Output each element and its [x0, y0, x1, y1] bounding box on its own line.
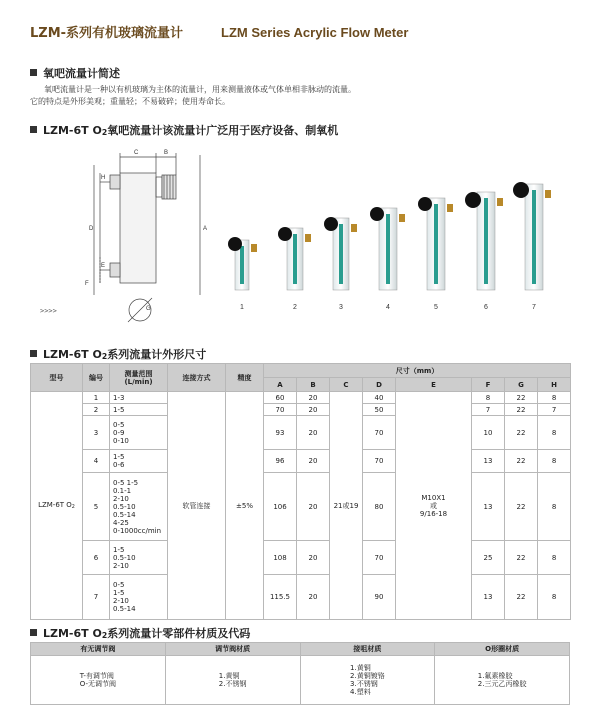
dim-label-c: C: [134, 150, 139, 156]
meter-number-2: 2: [293, 304, 297, 311]
page-title: [30, 22, 408, 41]
dim-b-cell: 20: [297, 404, 330, 416]
header-valve: 有无调节阀: [31, 643, 166, 656]
header-accuracy: 精度: [226, 364, 264, 392]
dim-a-cell: 108: [264, 541, 297, 575]
table-row: [31, 450, 571, 473]
dim-b-cell: 20: [297, 450, 330, 473]
section3-sub: 2: [101, 352, 108, 361]
dim-f-cell: 13: [472, 575, 505, 620]
nozzle-material-cell: [300, 656, 435, 705]
section4-heading: [30, 625, 250, 641]
section3-pre: LZM-6T O: [43, 348, 102, 361]
meter-number-7: 7: [532, 304, 536, 311]
dim-g-cell: 22: [505, 541, 538, 575]
section2-pre: LZM-6T O: [43, 124, 102, 137]
dim-a-cell: 115.5: [264, 575, 297, 620]
dim-label-f: F: [85, 281, 89, 287]
title-cn: LZM-系列有机玻璃流量计: [30, 26, 184, 41]
header-dim-f: F: [472, 378, 505, 392]
header-oring-material: O形圈材质: [435, 643, 570, 656]
section2-heading: [30, 122, 338, 138]
dim-f-cell: 13: [472, 473, 505, 541]
header-number: 编号: [83, 364, 110, 392]
dim-f-cell: 25: [472, 541, 505, 575]
section3-heading: [30, 346, 206, 362]
range-cell: 1-5 0.5-10 2-10: [110, 541, 168, 575]
section4-pre: LZM-6T O: [43, 627, 102, 640]
dim-b-cell: 20: [297, 473, 330, 541]
spec-table: [30, 363, 571, 620]
flow-meter-3: [324, 217, 357, 290]
dim-a-cell: 60: [264, 392, 297, 404]
table-row: [31, 541, 571, 575]
dim-h-cell: 8: [538, 392, 571, 404]
header-size: 尺寸（mm）: [264, 364, 571, 378]
dim-f-cell: 13: [472, 450, 505, 473]
dim-f-cell: 7: [472, 404, 505, 416]
accuracy-cell: ±5%: [226, 392, 264, 620]
number-cell: 5: [83, 473, 110, 541]
dim-g-cell: 22: [505, 473, 538, 541]
dim-label-g: G: [146, 306, 151, 312]
dim-c-cell: 21或19: [330, 392, 363, 620]
dim-g-cell: 22: [505, 450, 538, 473]
meter-number-3: 3: [339, 304, 343, 311]
flow-meter-4: [370, 207, 405, 290]
connection-cell: 软管连接: [168, 392, 226, 620]
drawing-arrows: >>>>: [40, 307, 57, 315]
header-nozzle-material: 接咀材质: [300, 643, 435, 656]
section2-post: 氧吧流量计该流量计广泛用于医疗设备、制氧机: [107, 124, 339, 137]
number-cell: 1: [83, 392, 110, 404]
model-cell: LZM-6T $O_2$: [31, 392, 83, 620]
bullet-square-icon: [30, 629, 37, 636]
table-row: [31, 416, 571, 450]
material-text: 1.黄铜 2.不锈钢: [218, 672, 247, 688]
dim-b-cell: 20: [297, 392, 330, 404]
dim-a-cell: 106: [264, 473, 297, 541]
intro-text: [30, 84, 570, 108]
dim-label-h: H: [101, 175, 106, 181]
flow-meter-1: [228, 237, 257, 290]
dim-h-cell: 8: [538, 450, 571, 473]
header-dim-c: C: [330, 378, 363, 392]
dim-g-cell: 22: [505, 404, 538, 416]
dim-a-cell: 70: [264, 404, 297, 416]
section3-post: 系列流量计外形尺寸: [107, 348, 207, 361]
dim-g-cell: 22: [505, 392, 538, 404]
flow-meter-6: [465, 192, 503, 290]
valve-material-cell: [165, 656, 300, 705]
dim-e-cell: M10X1 或 9/16-18: [396, 392, 472, 620]
dim-b-cell: 20: [297, 541, 330, 575]
flow-meter-2: [278, 227, 311, 290]
section4-sub: 2: [101, 631, 108, 640]
dim-f-cell: 8: [472, 392, 505, 404]
dim-g-cell: 22: [505, 416, 538, 450]
flow-meter-5: [418, 197, 453, 290]
range-cell: 0-5 0-9 0-10: [110, 416, 168, 450]
dim-h-cell: 8: [538, 473, 571, 541]
section2-sub: 2: [101, 128, 108, 137]
dim-h-cell: 8: [538, 575, 571, 620]
header-dim-g: G: [505, 378, 538, 392]
meter-number-1: 1: [240, 304, 244, 311]
header-valve-material: 调节阀材质: [165, 643, 300, 656]
bullet-square-icon: [30, 69, 37, 76]
header-dim-d: D: [363, 378, 396, 392]
dim-label-e: E: [101, 263, 106, 269]
dim-d-cell: 50: [363, 404, 396, 416]
dim-h-cell: 7: [538, 404, 571, 416]
bullet-square-icon: [30, 350, 37, 357]
dim-label-b: B: [164, 150, 169, 156]
table-row: [31, 473, 571, 541]
dim-d-cell: 40: [363, 392, 396, 404]
intro-line-1: 氧吧流量计是一种以有机玻璃为主体的流量计，用来测量液体或气体单相非脉动的流量。: [44, 85, 356, 94]
range-cell: 0-5 1-5 2-10 0.5-14: [110, 575, 168, 620]
meter-number-6: 6: [484, 304, 488, 311]
dim-a-cell: 93: [264, 416, 297, 450]
range-cell: 1-5: [110, 404, 168, 416]
material-text: 1.黄铜 2.黄铜镀铬 3.不锈钢 4.塑料: [350, 664, 385, 696]
dim-a-cell: 96: [264, 450, 297, 473]
number-cell: 2: [83, 404, 110, 416]
title-en: LZM Series Acrylic Flow Meter: [221, 25, 409, 40]
valve-codes-cell: [31, 656, 166, 705]
dim-h-cell: 8: [538, 416, 571, 450]
table-row: [31, 392, 571, 404]
dim-b-cell: 20: [297, 416, 330, 450]
dimension-drawing: [60, 145, 240, 330]
dim-f-cell: 10: [472, 416, 505, 450]
intro-heading-text: 氧吧流量计简述: [43, 67, 120, 80]
material-table: [30, 642, 570, 705]
dim-b-cell: 20: [297, 575, 330, 620]
header-dim-e: E: [396, 378, 472, 392]
header-dim-b: B: [297, 378, 330, 392]
intro-line-2: 它的特点是外形美观；重量轻；不易破碎；使用寿命长。: [30, 97, 230, 106]
number-cell: 4: [83, 450, 110, 473]
dim-h-cell: 8: [538, 541, 571, 575]
header-range: 测量范围 (L/min): [110, 364, 168, 392]
dim-d-cell: 70: [363, 541, 396, 575]
bullet-square-icon: [30, 126, 37, 133]
dim-d-cell: 70: [363, 416, 396, 450]
range-cell: 0-5 1-5 0.1-1 2-10 0.5-10 0.5-14 4-25 0-1000cc/min: [110, 473, 168, 541]
intro-heading: [30, 65, 120, 81]
dim-label-d: D: [89, 226, 94, 232]
header-connection: 连接方式: [168, 364, 226, 392]
range-cell: 1-3: [110, 392, 168, 404]
meter-number-5: 5: [434, 304, 438, 311]
dim-label-a: A: [203, 226, 208, 232]
meter-number-4: 4: [386, 304, 390, 311]
flow-meter-7: [513, 182, 551, 290]
dim-d-cell: 70: [363, 450, 396, 473]
material-text: 1.氟素橡胶 2.三元乙丙橡胶: [477, 672, 527, 688]
oring-material-cell: [435, 656, 570, 705]
header-dim-h: H: [538, 378, 571, 392]
number-cell: 6: [83, 541, 110, 575]
number-cell: 7: [83, 575, 110, 620]
table-row: [31, 404, 571, 416]
dim-d-cell: 80: [363, 473, 396, 541]
header-dim-a: A: [264, 378, 297, 392]
section4-post: 系列流量计零部件材质及代码: [107, 627, 251, 640]
dim-g-cell: 22: [505, 575, 538, 620]
dim-d-cell: 90: [363, 575, 396, 620]
flow-meters-illustration: [215, 178, 575, 318]
range-cell: 1-5 0-6: [110, 450, 168, 473]
header-model: 型号: [31, 364, 83, 392]
material-text: T-有调节阀 O-无调节阀: [79, 672, 116, 688]
table-row: [31, 575, 571, 620]
number-cell: 3: [83, 416, 110, 450]
